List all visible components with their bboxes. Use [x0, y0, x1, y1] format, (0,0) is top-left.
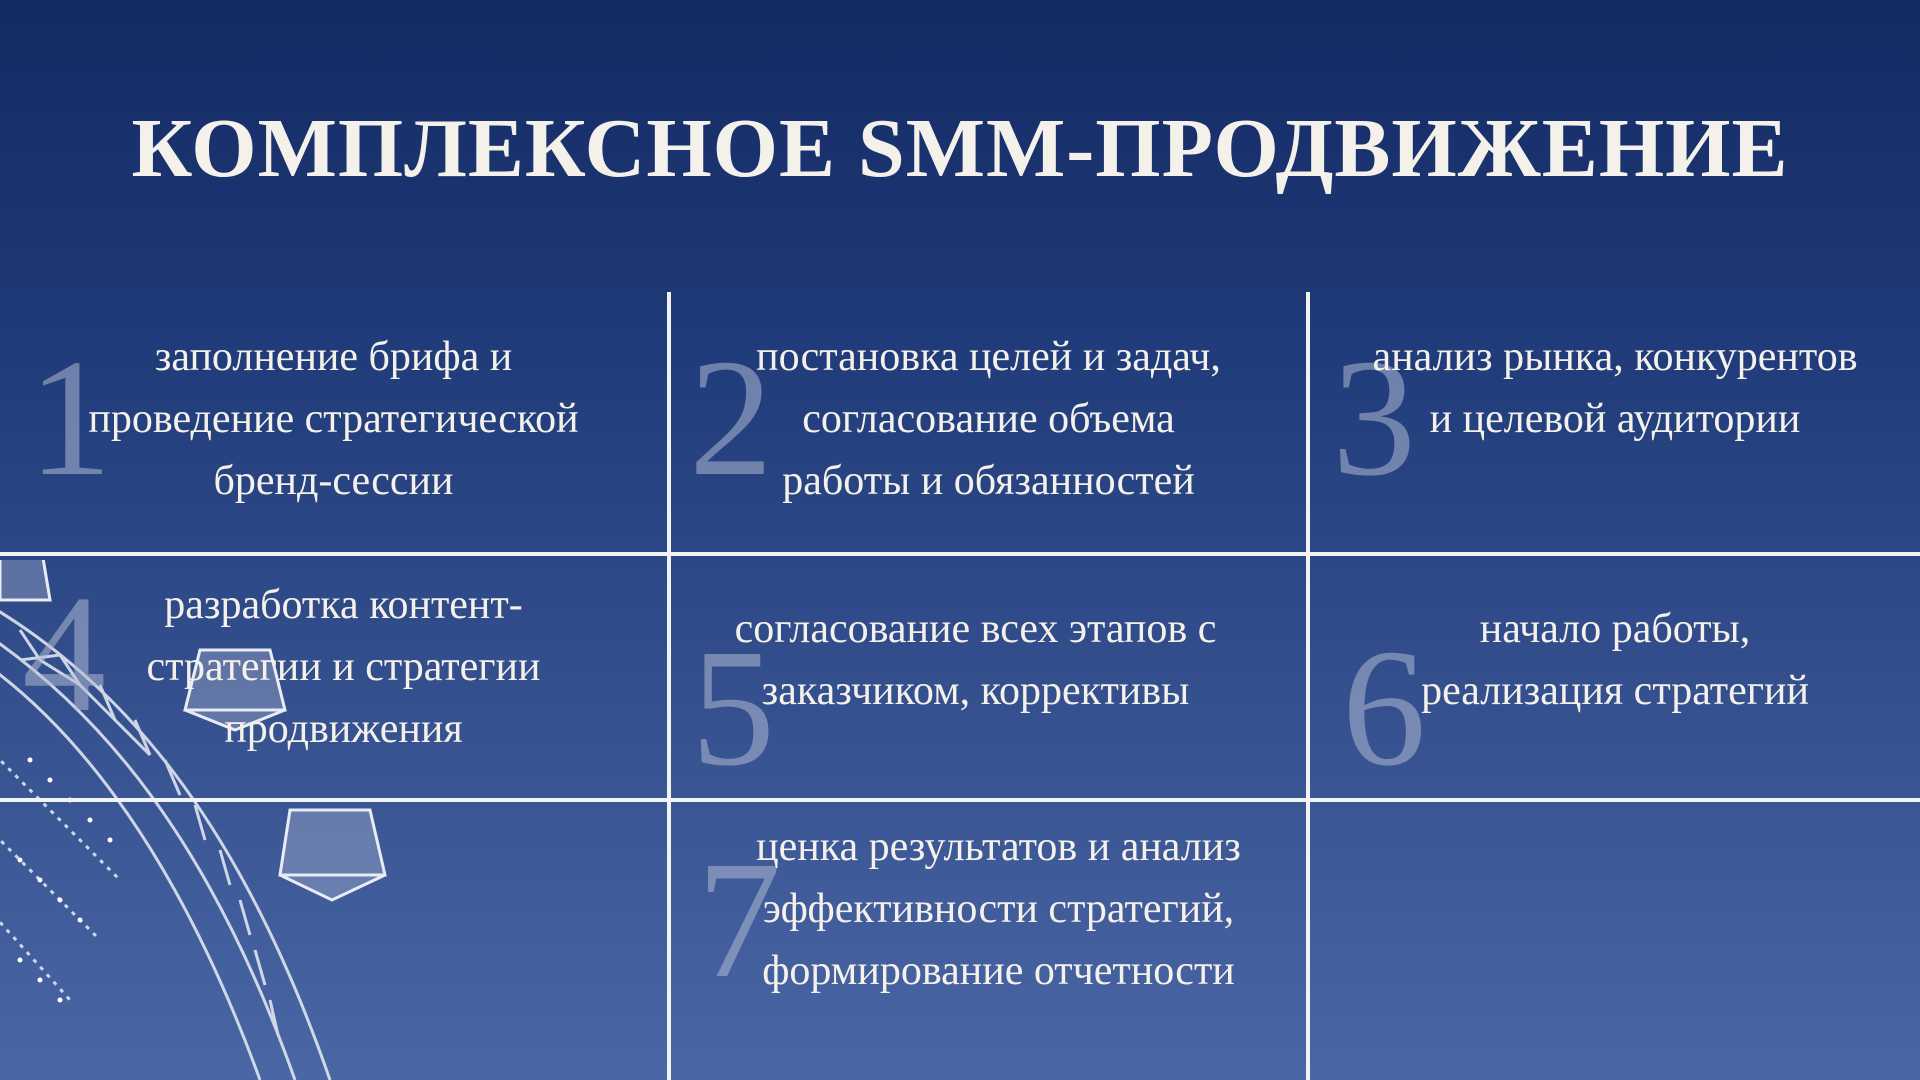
step-text: ценка результатов и анализ эффективности стратегий, формирование отчетности — [756, 824, 1241, 994]
step-cell-1 — [0, 292, 667, 552]
page-title: КОМПЛЕКСНОЕ SMM-ПРОДВИЖЕНИЕ — [131, 102, 1789, 195]
step-cell-2 — [671, 292, 1306, 552]
step-text: согласование всех этапов с заказчиком, коррективы — [734, 606, 1217, 714]
step-text: постановка целей и задач, согласование объема работы и обязанностей — [756, 334, 1221, 504]
step-cell-3 — [1310, 292, 1920, 552]
step-cell-7 — [671, 802, 1306, 1080]
step-number: 7 — [697, 827, 781, 1013]
step-number: 2 — [689, 325, 773, 511]
step-text: разработка контент- стратегии и стратегии продвижения — [146, 582, 541, 752]
step-number: 6 — [1342, 615, 1426, 798]
step-cell-4 — [0, 556, 667, 798]
step-cell-empty — [1310, 802, 1920, 1080]
step-text: начало работы, реализация стратегий — [1421, 606, 1809, 714]
step-number: 3 — [1332, 325, 1416, 511]
step-cell-6 — [1310, 556, 1920, 798]
step-number: 1 — [28, 325, 112, 511]
step-cell-5 — [671, 556, 1306, 798]
step-number: 4 — [22, 561, 106, 747]
step-text: анализ рынка, конкурентов и целевой аудитории — [1372, 334, 1858, 442]
step-text: заполнение брифа и проведение стратегической бренд-сессии — [88, 334, 579, 504]
step-number: 5 — [691, 615, 775, 798]
